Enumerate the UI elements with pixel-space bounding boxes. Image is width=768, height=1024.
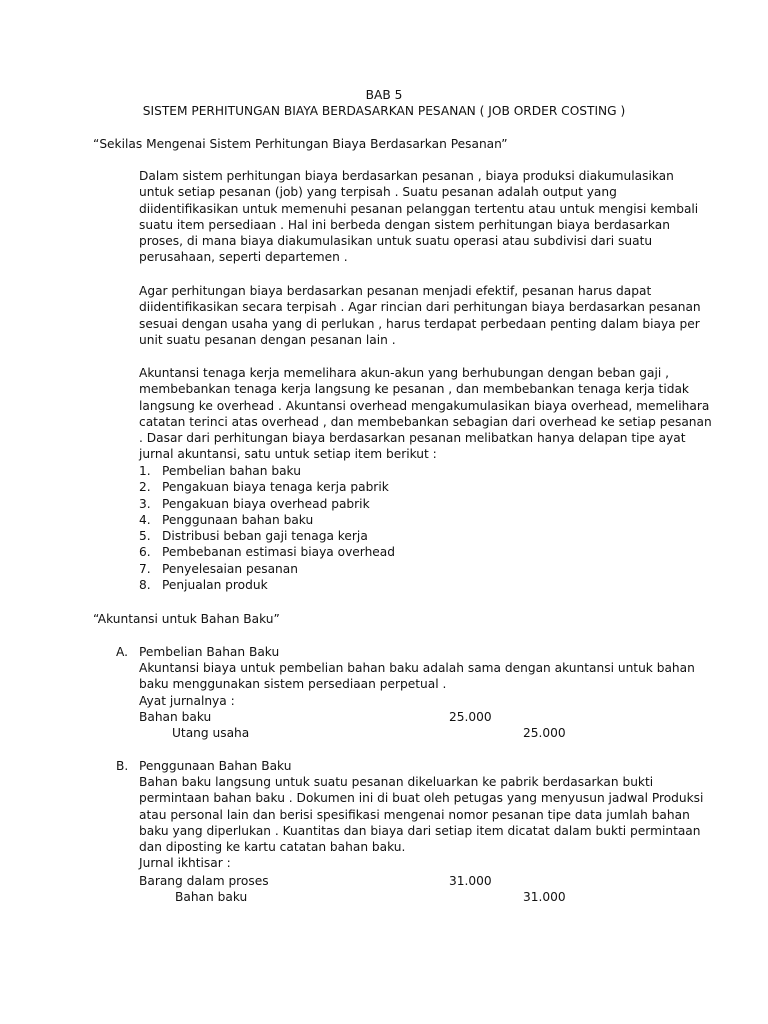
paragraph-line: baku menggunakan sistem persediaan perpetual . [139, 677, 447, 692]
paragraph-line: catatan terinci atas overhead , dan membebankan sebagian dari overhead ke setiap pesanan [139, 414, 712, 429]
item-a-credit-account: Utang usaha [172, 726, 250, 740]
list-text: Penyelesaian pesanan [162, 561, 298, 576]
paragraph-line: Ayat jurnalnya : [139, 693, 235, 708]
list-number: 1. [139, 464, 151, 478]
item-a-letter: A. [116, 645, 128, 659]
paragraph-labor-accounting [139, 365, 712, 463]
paragraph-line: atau personal lain dan berisi spesifikasi mengenai nomor pesanan tipe data jumlah bahan [139, 807, 690, 822]
list-item [139, 463, 395, 479]
paragraph-line: unit suatu pesanan dengan pesanan lain . [139, 332, 396, 347]
list-number: 3. [139, 496, 151, 511]
journal-entry-types-list [139, 463, 395, 593]
paragraph-line: suatu item persediaan . Hal ini berbeda dengan sistem perhitungan biaya berdasarkan [139, 217, 670, 232]
paragraph-line: diidentifikasikan untuk memenuhi pesanan pelanggan tertentu atau untuk mengisi kembali [139, 201, 699, 216]
paragraph-line: permintaan bahan baku . Dokumen ini di buat oleh petugas yang menyusun jadwal Produksi [139, 791, 704, 806]
item-a-debit-amount: 25.000 [449, 710, 492, 724]
list-item [139, 577, 395, 593]
paragraph-line: dan diposting ke kartu catatan bahan baku. [139, 840, 406, 855]
item-b-credit-amount: 31.000 [523, 890, 566, 904]
item-b-title: Penggunaan Bahan Baku [139, 759, 292, 773]
paragraph-line: perusahaan, seperti departemen . [139, 250, 348, 265]
list-text: Pembebanan estimasi biaya overhead [162, 545, 396, 560]
paragraph-line: sesuai dengan usaha yang di perlukan , harus terdapat perbedaan penting dalam biaya per [139, 316, 700, 331]
list-number: 2. [139, 480, 151, 495]
paragraph-line: . Dasar dari perhitungan biaya berdasarkan pesanan melibatkan hanya delapan tipe ayat [139, 431, 686, 446]
list-text: Pembelian bahan baku [162, 464, 301, 478]
paragraph-effectiveness [139, 283, 701, 348]
section-heading-overview: “Sekilas Mengenai Sistem Perhitungan Biaya Berdasarkan Pesanan” [93, 137, 508, 151]
chapter-title: SISTEM PERHITUNGAN BIAYA BERDASARKAN PESANAN ( JOB ORDER COSTING ) [142, 104, 626, 118]
list-number: 6. [139, 545, 151, 560]
paragraph-line: diidentifikasikan secara terpisah . Agar rincian dari perhitungan biaya berdasarkan pesanan [139, 300, 701, 315]
list-text: Penjualan produk [162, 578, 268, 593]
list-item [139, 561, 395, 577]
paragraph-line: baku yang diperlukan . Kuantitas dan biaya dari setiap item dicatat dalam bukti permintaan [139, 823, 701, 838]
list-item [139, 496, 395, 512]
list-text: Penggunaan bahan baku [162, 512, 314, 527]
list-item [139, 528, 395, 544]
list-text: Pengakuan biaya overhead pabrik [162, 496, 370, 511]
paragraph-line: Akuntansi tenaga kerja memelihara akun-akun yang berhubungan dengan beban gaji , [139, 366, 669, 380]
paragraph-line: Bahan baku langsung untuk suatu pesanan dikeluarkan ke pabrik berdasarkan bukti [139, 775, 654, 789]
paragraph-line: langsung ke overhead . Akuntansi overhead mengakumulasikan biaya overhead, memelihara [139, 398, 710, 413]
list-number: 4. [139, 512, 151, 527]
list-number: 7. [139, 561, 151, 576]
item-b-debit-account: Barang dalam proses [139, 874, 269, 888]
chapter-label: BAB 5 [365, 88, 403, 102]
list-text: Distribusi beban gaji tenaga kerja [162, 529, 368, 544]
paragraph-line: Agar perhitungan biaya berdasarkan pesanan menjadi efektif, pesanan harus dapat [139, 284, 652, 298]
list-number: 5. [139, 529, 151, 544]
item-b-body [139, 774, 704, 872]
item-a-title: Pembelian Bahan Baku [139, 645, 280, 659]
list-item [139, 479, 395, 495]
paragraph-line: membebankan tenaga kerja langsung ke pesanan , dan membebankan tenaga kerja tidak [139, 382, 689, 397]
paragraph-line: untuk setiap pesanan (job) yang terpisah . Suatu pesanan adalah output yang [139, 185, 617, 200]
item-a-debit-account: Bahan baku [139, 710, 212, 724]
item-b-credit-account: Bahan baku [175, 890, 248, 904]
paragraph-line: jurnal akuntansi, satu untuk setiap item berikut : [139, 447, 437, 462]
paragraph-intro [139, 168, 699, 266]
section-heading-raw-materials: “Akuntansi untuk Bahan Baku” [93, 612, 280, 626]
item-a-credit-amount: 25.000 [523, 726, 566, 740]
paragraph-line: Akuntansi biaya untuk pembelian bahan baku adalah sama dengan akuntansi untuk bahan [139, 661, 695, 675]
paragraph-line: Dalam sistem perhitungan biaya berdasarkan pesanan , biaya produksi diakumulasikan [139, 169, 674, 183]
item-a-body [139, 660, 695, 709]
list-item [139, 512, 395, 528]
item-b-letter: B. [116, 759, 129, 773]
list-text: Pengakuan biaya tenaga kerja pabrik [162, 480, 389, 495]
list-number: 8. [139, 578, 151, 593]
paragraph-line: Jurnal ikhtisar : [139, 856, 231, 871]
item-b-debit-amount: 31.000 [449, 874, 492, 888]
list-item [139, 544, 395, 560]
paragraph-line: proses, di mana biaya diakumulasikan untuk suatu operasi atau subdivisi dari suatu [139, 234, 653, 249]
